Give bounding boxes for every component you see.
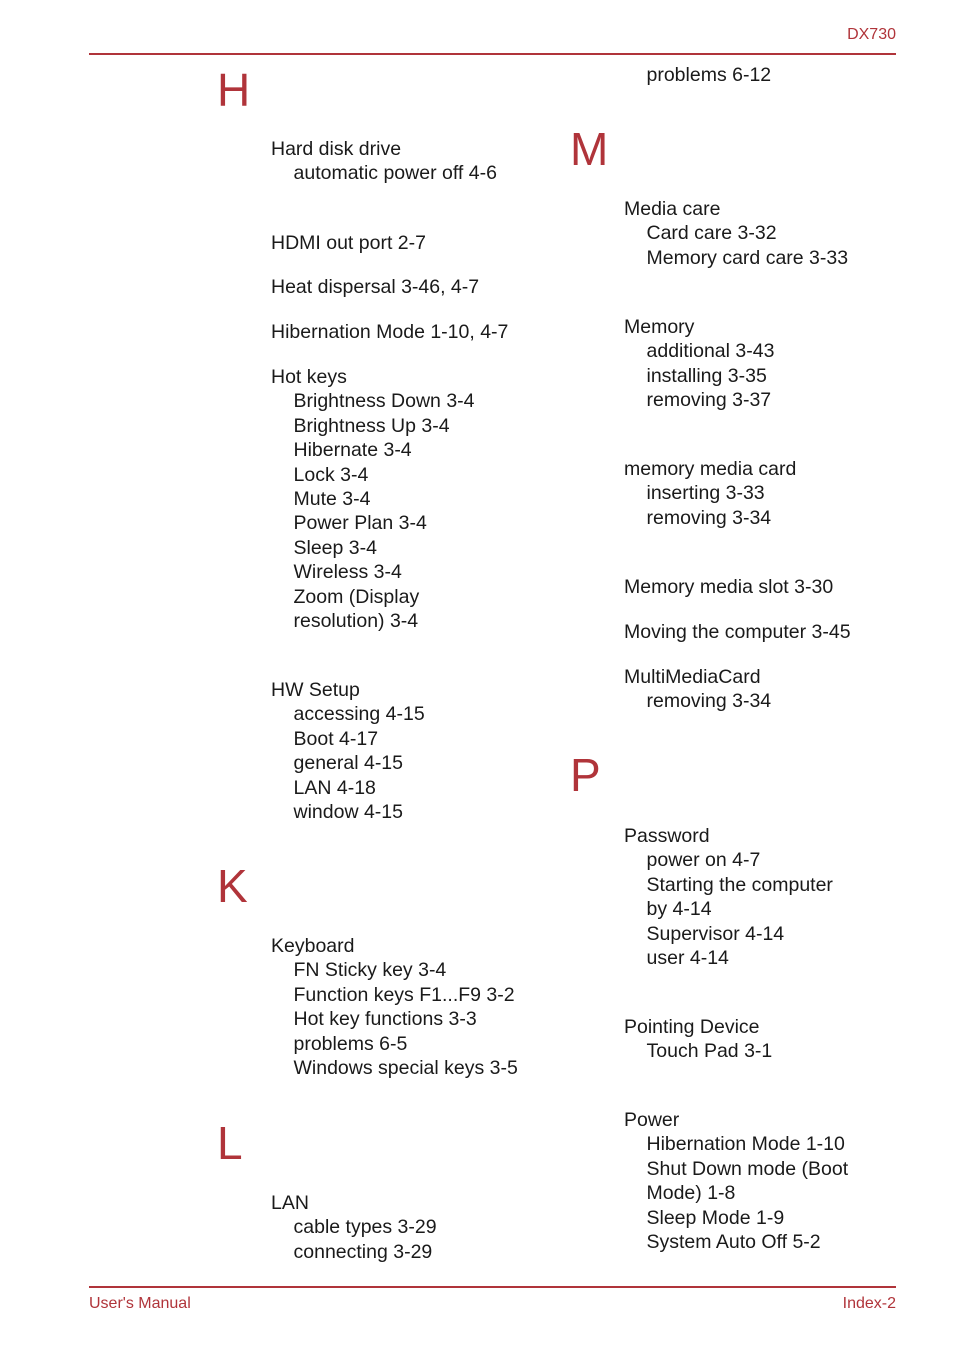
entry-sub: Boot 4-17 (293, 727, 379, 750)
entry-sub: Windows special keys 3-5 (293, 1057, 518, 1080)
entry-sub: FN Sticky key 3-4 (293, 959, 447, 982)
entry-sub: Hot key functions 3-3 (293, 1008, 477, 1031)
index-entry-hard-disk-drive (271, 137, 497, 186)
entry-main: memory media card (624, 458, 797, 480)
section-letter-m: M (570, 123, 609, 175)
entry-main: Keyboard (271, 935, 355, 957)
entry-main: Hibernation Mode 1-10, 4-7 (271, 321, 509, 343)
entry-main: Memory media slot 3-30 (624, 576, 834, 598)
entry-sub: additional 3-43 (646, 340, 775, 363)
entry-main: Power (624, 1109, 680, 1131)
entry-sub: removing 3-34 (646, 690, 772, 713)
entry-sub: System Auto Off 5-2 (646, 1231, 821, 1254)
entry-sub: window 4-15 (293, 801, 403, 824)
index-entry-pointing-device (624, 1015, 772, 1064)
footer-rule (89, 1286, 896, 1288)
entry-sub: LAN 4-18 (293, 776, 376, 799)
entry-main: HW Setup (271, 679, 360, 701)
entry-sub: removing 3-34 (646, 506, 772, 529)
index-entry-hw-setup (271, 678, 425, 824)
entry-main: LAN (271, 1192, 309, 1214)
entry-sub: user 4-14 (646, 947, 729, 970)
entry-sub: general 4-15 (293, 752, 403, 775)
entry-main: Media care (624, 198, 721, 220)
index-entry-memory (624, 315, 774, 413)
entry-main: Hot keys (271, 366, 347, 388)
entry-main: MultiMediaCard (624, 666, 761, 688)
entry-sub: Wireless 3-4 (293, 561, 402, 584)
entry-sub: Brightness Up 3-4 (293, 414, 450, 437)
entry-sub: Starting the computer (646, 873, 833, 896)
index-entry-lan-continued (624, 63, 771, 87)
index-entry-password (624, 824, 833, 970)
index-entry-memory-media-card (624, 457, 796, 530)
entry-sub: Lock 3-4 (293, 463, 369, 486)
header-rule (89, 53, 896, 55)
index-entry-multimediacard (624, 665, 771, 714)
section-letter-h: H (217, 64, 251, 116)
entry-sub: problems 6-5 (293, 1032, 408, 1055)
index-entry-hibernation-mode (271, 320, 508, 344)
section-letter-l: L (217, 1117, 243, 1169)
entry-sub: cable types 3-29 (293, 1216, 437, 1239)
entry-sub: Function keys F1...F9 3-2 (293, 983, 515, 1006)
entry-sub: resolution) 3-4 (293, 610, 419, 633)
index-entry-hdmi (271, 231, 426, 255)
footer-manual-title: User's Manual (89, 1295, 191, 1312)
section-letter-p: P (570, 749, 601, 801)
index-entry-memory-media-slot (624, 575, 833, 599)
entry-sub: by 4-14 (646, 898, 712, 921)
entry-sub: Zoom (Display (293, 585, 420, 608)
index-entry-lan (271, 1191, 437, 1264)
index-entry-hot-keys (271, 365, 475, 633)
footer-page-number: Index-2 (842, 1295, 896, 1312)
entry-main: Hard disk drive (271, 138, 402, 160)
entry-main: Heat dispersal 3-46, 4-7 (271, 276, 480, 298)
entry-sub: accessing 4-15 (293, 703, 425, 726)
entry-sub: Hibernation Mode 1-10 (646, 1133, 845, 1156)
entry-sub: Shut Down mode (Boot (646, 1157, 849, 1180)
entry-sub: automatic power off 4-6 (293, 162, 497, 185)
entry-sub: Memory card care 3-33 (646, 246, 849, 269)
entry-sub: problems 6-12 (646, 64, 772, 86)
entry-sub: removing 3-37 (646, 389, 772, 412)
entry-main: HDMI out port 2-7 (271, 232, 426, 254)
entry-sub: inserting 3-33 (646, 482, 765, 505)
entry-sub: connecting 3-29 (293, 1240, 433, 1263)
entry-sub: Brightness Down 3-4 (293, 390, 475, 413)
entry-sub: Mode) 1-8 (646, 1182, 736, 1205)
entry-sub: Supervisor 4-14 (646, 922, 785, 945)
index-entry-power (624, 1108, 848, 1254)
entry-sub: power on 4-7 (646, 849, 761, 872)
entry-main: Password (624, 825, 710, 847)
entry-sub: Touch Pad 3-1 (646, 1040, 773, 1063)
index-entry-keyboard (271, 934, 518, 1080)
index-entry-heat-dispersal (271, 275, 479, 299)
entry-main: Moving the computer 3-45 (624, 621, 851, 643)
document-id: DX730 (847, 26, 896, 43)
entry-sub: Mute 3-4 (293, 488, 371, 511)
entry-sub: Hibernate 3-4 (293, 439, 412, 462)
entry-sub: Power Plan 3-4 (293, 512, 427, 535)
index-entry-media-care (624, 197, 848, 270)
entry-sub: Sleep Mode 1-9 (646, 1206, 785, 1229)
entry-main: Memory (624, 316, 695, 338)
entry-main: Pointing Device (624, 1016, 760, 1038)
entry-sub: installing 3-35 (646, 364, 767, 387)
section-letter-k: K (217, 860, 248, 912)
entry-sub: Sleep 3-4 (293, 536, 377, 559)
index-entry-moving-the-computer (624, 620, 851, 644)
entry-sub: Card care 3-32 (646, 222, 777, 245)
